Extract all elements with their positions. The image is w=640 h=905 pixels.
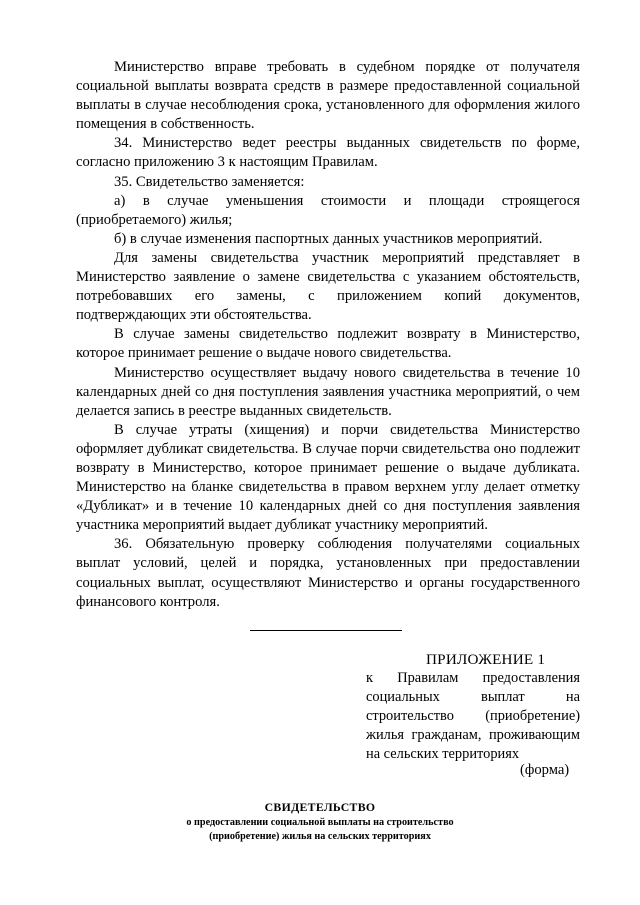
paragraph-35-a: а) в случае уменьшения стоимости и площади строящегося (приобретаемого) жилья; [76,192,580,228]
appendix-title: ПРИЛОЖЕНИЕ 1 [426,651,546,668]
certificate-subtitle-line2: (приобретение) жилья на сельских территориях [209,831,431,842]
separator-line [250,630,402,631]
paragraph-35: 35. Свидетельство заменяется: [114,173,305,190]
certificate-subtitle-line1: о предоставлении социальной выплаты на строительство [186,817,454,828]
paragraph-35-b: б) в случае изменения паспортных данных участников мероприятий. [114,230,543,247]
appendix-line: на сельских территориях [366,746,520,762]
paragraph-replacement-request: Для замены свидетельства участник мероприятий представляет в Министерство заявление о замене свидетельства с указанием обстоятельств, потребовавших его замены, с приложением копий документов, подтверждающих эти обстоятельства. [76,249,580,324]
appendix-line: к Правилам предоставления [366,670,580,686]
body-text [76,58,580,612]
certificate-title: СВИДЕТЕЛЬСТВО [264,800,376,814]
appendix-text [366,669,580,764]
paragraph-new-issue: Министерство осуществляет выдачу нового свидетельства в течение 10 календарных дней со дня поступления заявления участника мероприятий, о чем делается запись в реестре выданных свидетельств. [76,364,580,419]
paragraph-34: 34. Министерство ведет реестры выданных свидетельств по форме, согласно приложению 3 к настоящим Правилам. [76,135,580,171]
paragraph-36: 36. Обязательную проверку соблюдения получателями социальных выплат условий, целей и порядка, установленных при предоставлении социальных выплат, осуществляют Министерство и органы государственного финансового контроля. [76,536,580,610]
appendix-line: жилья гражданам, проживающим [366,727,580,743]
paragraph-refund: Министерство вправе требовать в судебном порядке от получателя социальной выплаты возврата средств в размере предоставленной социальной выплаты в случае несоблюдения срока, установленного для оформления жилого помещения в собственность. [76,59,580,133]
appendix-line: социальных выплат на [366,689,580,705]
appendix-line: строительство (приобретение) [366,708,580,724]
appendix-block [366,650,580,764]
form-label: (форма) [520,762,570,778]
paragraph-replacement-return: В случае замены свидетельство подлежит возврату в Министерство, которое принимает решение о выдаче нового свидетельства. [76,326,580,362]
paragraph-duplicate: В случае утраты (хищения) и порчи свидетельства Министерство оформляет дубликат свидетельства. В случае порчи свидетельства оно подлежит возврату в Министерство, которое принимает решение о выдаче дубликата. Министерство на бланке свидетельства в правом верхнем углу делает отметку «Дубликат» и в течение 10 календарных дней со дня поступления заявления участника мероприятий выдает дубликат участнику мероприятий. [76,421,580,534]
